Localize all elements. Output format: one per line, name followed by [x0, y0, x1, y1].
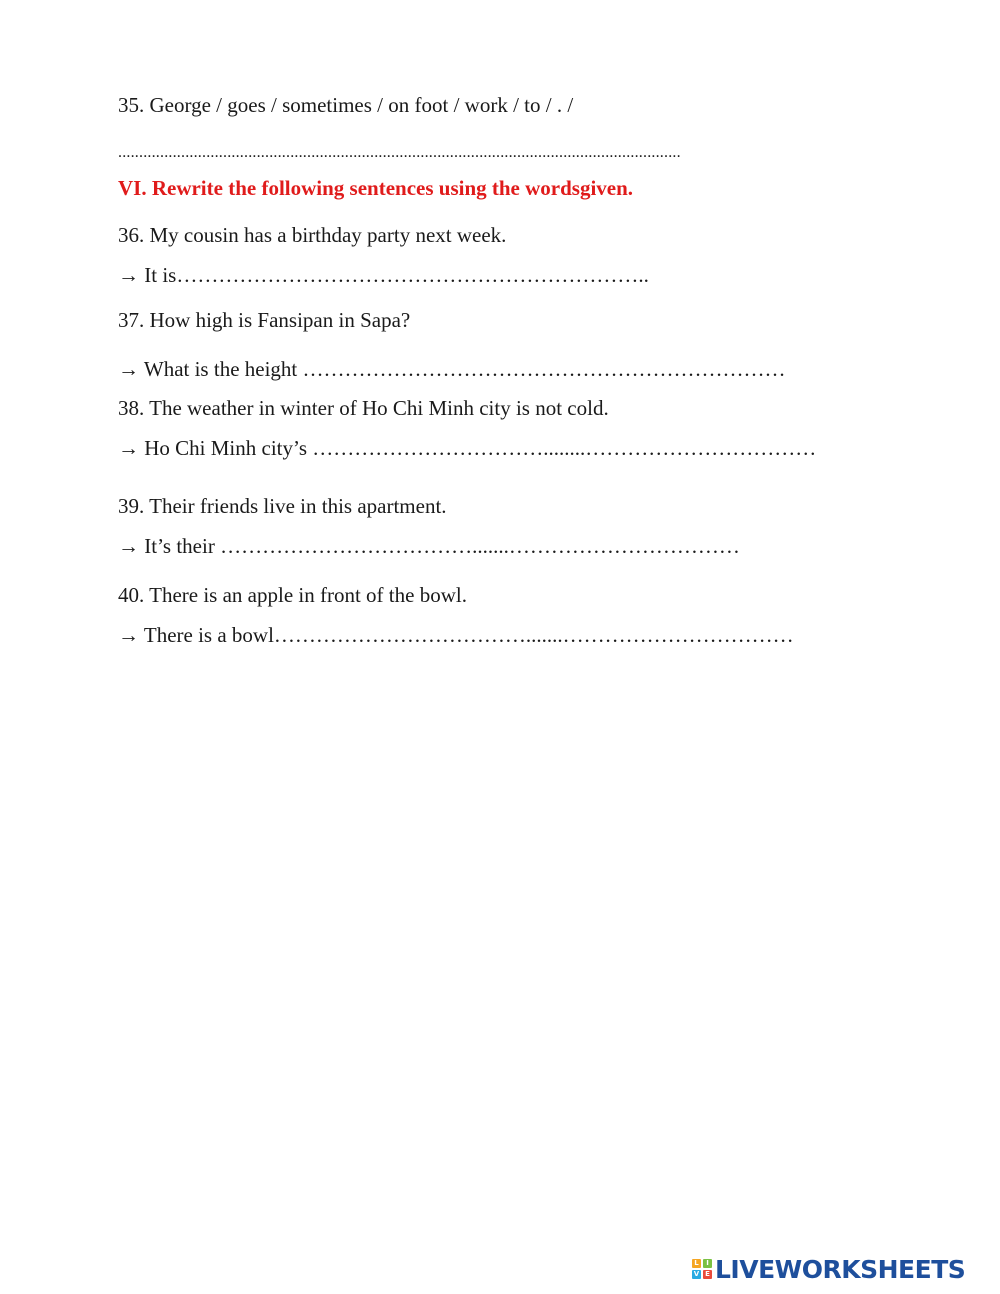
logo-mark-icon	[692, 1259, 712, 1279]
question-40-prompt: 40. There is an apple in front of the bowl.	[118, 583, 467, 607]
logo-mark-letter: L	[692, 1259, 701, 1268]
question-36-prompt: 36. My cousin has a birthday party next week.	[118, 223, 507, 247]
question-35-answer-line[interactable]: ......................................................................................................................................	[118, 144, 681, 161]
logo-mark-letter: I	[703, 1259, 712, 1268]
question-38-prompt: 38. The weather in winter of Ho Chi Minh city is not cold.	[118, 396, 609, 420]
question-39-answer-line[interactable]: → It’s their ……………………………….......……………………………	[118, 534, 740, 558]
question-40-answer-line[interactable]: → There is a bowl……………………………….......……………………………	[118, 623, 794, 647]
liveworksheets-logo	[692, 1256, 965, 1282]
logo-mark-letter: V	[693, 1270, 700, 1278]
question-36-answer-line[interactable]: → It is…………………………………………………………..	[118, 263, 649, 287]
section-heading: VI. Rewrite the following sentences using the wordsgiven.	[118, 176, 634, 200]
question-37-prompt: 37. How high is Fansipan in Sapa?	[118, 308, 411, 332]
question-38-answer-line[interactable]: → Ho Chi Minh city’s ……………………………........……………………………	[118, 436, 817, 460]
logo-mark-letter: E	[703, 1270, 712, 1279]
question-35-prompt: 35. George / goes / sometimes / on foot / work / to / . /	[118, 93, 574, 117]
logo-text: LIVEWORKSHEETS	[715, 1254, 966, 1284]
question-37-answer-line[interactable]: → What is the height ……………………………………………………………	[118, 357, 786, 381]
question-39-prompt: 39. Their friends live in this apartment.	[118, 494, 447, 518]
